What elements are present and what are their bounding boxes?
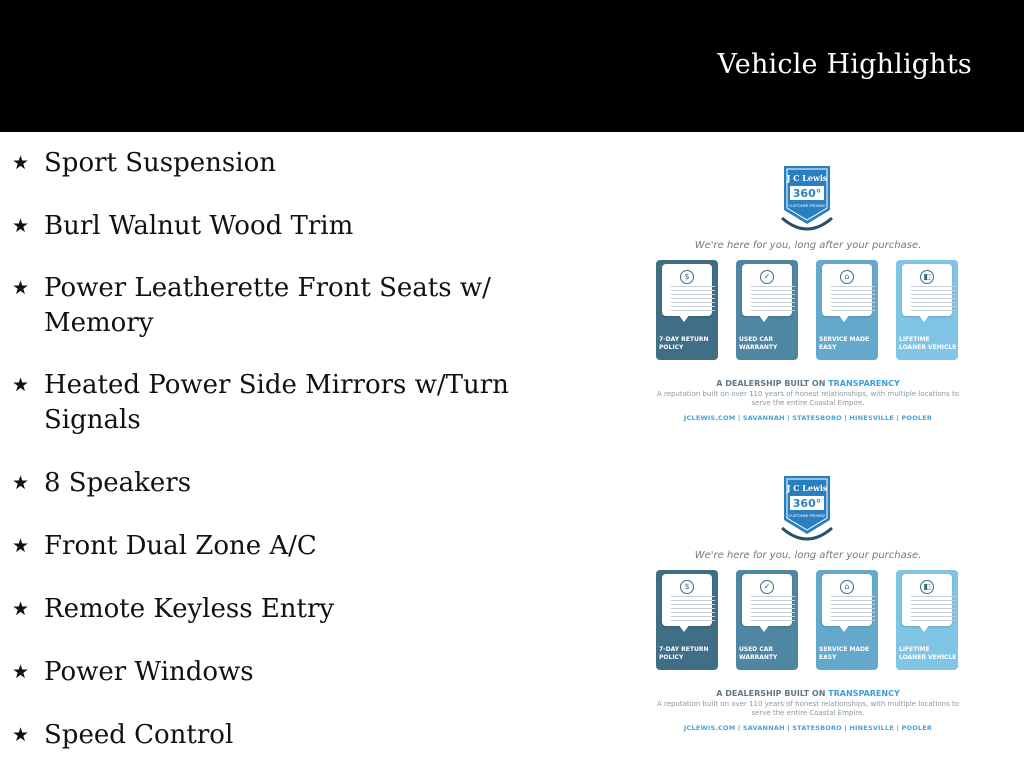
- locations-text: JCLEWIS.COM | SAVANNAH | STATESBORO | HINESVILLE | POOLER: [683, 724, 933, 732]
- feature-label: Speed Control: [44, 720, 234, 750]
- feature-label: 8 Speakers: [44, 468, 192, 498]
- customer-promise-graphic: [652, 470, 964, 740]
- jc-lewis-360-logo: [780, 164, 834, 232]
- feature-item: [12, 209, 524, 244]
- page-title: Vehicle Highlights: [717, 49, 972, 80]
- check-badge-icon: ✓: [760, 270, 774, 284]
- transparency-heading: A DEALERSHIP BUILT ON TRANSPARENCY: [716, 689, 900, 698]
- card-label: SERVICE MADE EASY: [819, 336, 870, 351]
- promise-tagline: We're here for you, long after your purchase.: [694, 240, 922, 251]
- card-label: USED CAR WARRANTY: [739, 336, 778, 351]
- car-icon: ◧: [920, 580, 934, 594]
- feature-item: [12, 529, 524, 564]
- feature-item: [12, 655, 524, 690]
- star-icon: ★: [12, 535, 30, 557]
- feature-item: [12, 466, 524, 501]
- star-icon: ★: [12, 661, 30, 683]
- svg-text:CUSTOMER PROMISE: CUSTOMER PROMISE: [788, 204, 826, 208]
- svg-text:360°: 360°: [792, 187, 822, 200]
- star-icon: ★: [12, 598, 30, 620]
- feature-item: [12, 592, 524, 627]
- svg-text:360°: 360°: [792, 497, 822, 510]
- card-label: LIFETIME LOANER VEHICLE: [899, 336, 957, 351]
- car-icon: ◧: [920, 270, 934, 284]
- star-icon: ★: [12, 472, 30, 494]
- customer-promise-graphic: [652, 160, 964, 430]
- star-icon: ★: [12, 277, 30, 299]
- feature-label: Heated Power Side Mirrors w/Turn Signals: [44, 370, 509, 435]
- feature-label: Power Leatherette Front Seats w/ Memory: [44, 273, 491, 338]
- check-badge-icon: ✓: [760, 580, 774, 594]
- promise-card: [736, 570, 798, 670]
- feature-label: Burl Walnut Wood Trim: [44, 211, 354, 241]
- dollar-refresh-icon: $: [680, 270, 694, 284]
- star-icon: ★: [12, 374, 30, 396]
- promise-card: [896, 260, 958, 360]
- feature-item: [12, 146, 524, 181]
- promise-card: [816, 570, 878, 670]
- house-icon: ⌂: [840, 270, 854, 284]
- star-icon: ★: [12, 215, 30, 237]
- promise-cards: [656, 570, 960, 678]
- feature-label: Power Windows: [44, 657, 254, 687]
- svg-text:CUSTOMER PROMISE: CUSTOMER PROMISE: [788, 514, 826, 518]
- feature-label: Front Dual Zone A/C: [44, 531, 317, 561]
- feature-label: Remote Keyless Entry: [44, 594, 335, 624]
- card-label: LIFETIME LOANER VEHICLE: [899, 646, 957, 661]
- header-bar: [0, 0, 1024, 132]
- card-label: USED CAR WARRANTY: [739, 646, 778, 661]
- feature-item: [12, 718, 524, 753]
- star-icon: ★: [12, 152, 30, 174]
- promise-card: [656, 260, 718, 360]
- promise-card: [736, 260, 798, 360]
- reputation-text: A reputation built on over 110 years of honest relationships, with multiple locations to serve the entire Coastal Empire.: [656, 700, 960, 717]
- feature-label: Sport Suspension: [44, 148, 276, 178]
- promise-card: [816, 260, 878, 360]
- card-label: 7-DAY RETURN POLICY: [659, 336, 709, 351]
- card-label: 7-DAY RETURN POLICY: [659, 646, 709, 661]
- promise-tagline: We're here for you, long after your purchase.: [694, 550, 922, 561]
- locations-text: JCLEWIS.COM | SAVANNAH | STATESBORO | HINESVILLE | POOLER: [683, 414, 933, 422]
- dollar-refresh-icon: $: [680, 580, 694, 594]
- feature-item: [12, 368, 524, 438]
- transparency-heading: A DEALERSHIP BUILT ON TRANSPARENCY: [716, 379, 900, 388]
- reputation-text: A reputation built on over 110 years of honest relationships, with multiple locations to serve the entire Coastal Empire.: [656, 390, 960, 407]
- svg-text:J C Lewis: J C Lewis: [786, 483, 828, 493]
- promise-card: [656, 570, 718, 670]
- jc-lewis-360-logo: [780, 474, 834, 542]
- promise-card: [896, 570, 958, 670]
- house-icon: ⌂: [840, 580, 854, 594]
- card-label: SERVICE MADE EASY: [819, 646, 870, 661]
- feature-item: [12, 271, 524, 341]
- svg-text:J C Lewis: J C Lewis: [786, 173, 828, 183]
- star-icon: ★: [12, 724, 30, 746]
- promise-cards: [656, 260, 960, 368]
